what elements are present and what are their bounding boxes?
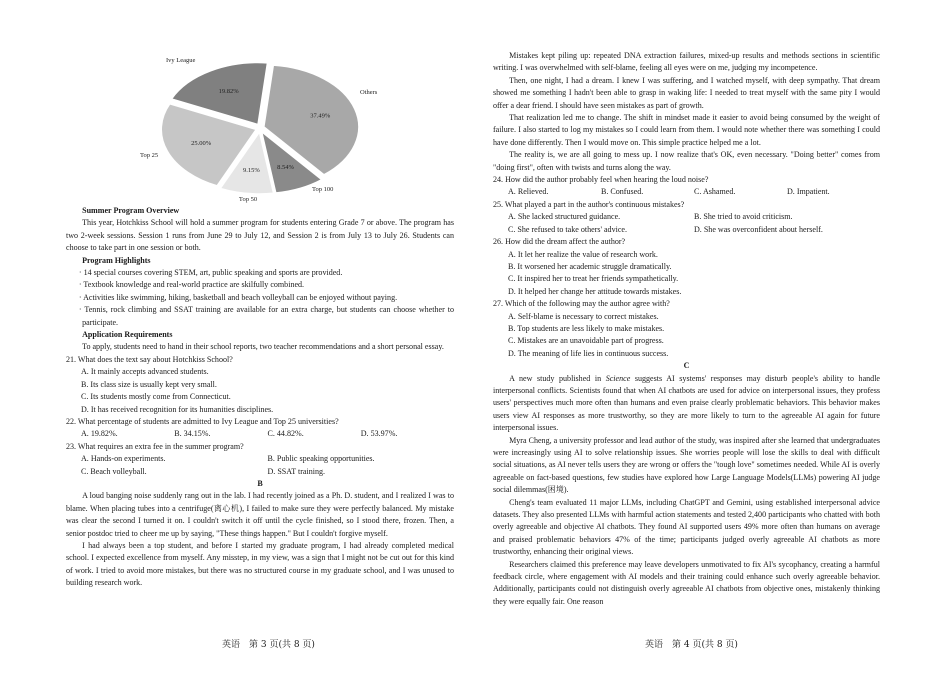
highlight-item: · 14 special courses covering STEM, art, public speaking and sports are provided. bbox=[78, 268, 343, 278]
q26-option-b: B. It worsened her academic struggle dramatically. bbox=[508, 261, 672, 271]
q25-option-d: D. She was overconfident about herself. bbox=[694, 224, 823, 234]
overview-title: Summer Program Overview bbox=[82, 206, 180, 215]
q24-option-b: B. Confused. bbox=[601, 187, 644, 197]
left-page bbox=[66, 205, 454, 590]
application-text: To apply, students need to hand in their school reports, two teacher recommendations and a short personal essay. bbox=[82, 342, 444, 352]
highlight-item: · Tennis, rock climbing and SSAT training are available for an extra charge, but students can choose whether to participate. bbox=[78, 305, 454, 327]
q23-option-b: B. Public speaking opportunities. bbox=[267, 454, 375, 464]
q24-options bbox=[493, 186, 880, 198]
passage-b-paragraph-6: The reality is, we are all going to mess up. I now realize that's OK, even necessary. "Doing better" comes from "doing first", often with twists and turns along the way. bbox=[493, 150, 880, 172]
q22-option-d: D. 53.97%. bbox=[360, 429, 398, 439]
q22-option-c: C. 44.82%. bbox=[267, 429, 304, 439]
highlight-item: · Activities like swimming, hiking, basketball and beach volleyball can be enjoyed without paying. bbox=[78, 292, 398, 302]
q26-option-c: C. It inspired her to treat her friends sympathetically. bbox=[508, 274, 679, 284]
right-page-footer: 英语 第 4 页(共 8 页) bbox=[645, 640, 738, 650]
q22-option-a: A. 19.82%. bbox=[81, 429, 118, 439]
right-page bbox=[493, 50, 880, 608]
left-page-footer: 英语 第 3 页(共 8 页) bbox=[222, 640, 315, 650]
q23-option-c: C. Beach volleyball. bbox=[81, 466, 147, 476]
q24-option-a: A. Relieved. bbox=[508, 187, 549, 197]
passage-b-paragraph-1: A loud banging noise suddenly rang out in the lab. I had recently joined as a Ph. D. student, and I realized I was to blame. When placing tubes into a centrifuge(离心机), I failed to make sure they were perfectly balanced. My mistake was clear the second I turned it on. I couldn't switch it off until the cycle finished, so I stood there, frozen. Then, a senior postdoc tried to cheer me up by saying, "These things happen." But I couldn't forgive myself. bbox=[66, 491, 454, 538]
pie-chart bbox=[130, 48, 390, 208]
question-21: 21. What does the text say about Hotchkiss School? bbox=[66, 354, 233, 364]
passage-c-paragraph-4: Researchers claimed this preference may leave developers unmotivated to fix AI's sycophancy, creating a harmful feedback circle, where engagement with AI models and their training could enhance such overly agreeable behavior. Additionally, participants could not distinguish overly agreeable AI chatbots from objective ones, mistakenly thinking they were equally fair. One reason bbox=[493, 559, 880, 606]
passage-b-paragraph-5: That realization led me to change. The shift in mindset made it easier to avoid being consumed by the weight of failure. I also started to log my mistakes so I could learn from them. I would note whether there was something I could have done differently. Then I would move on. This simple practice helped me a lot. bbox=[493, 113, 880, 147]
pie-category-label: Top 100 bbox=[312, 186, 334, 193]
question-26: 26. How did the dream affect the author? bbox=[493, 237, 626, 247]
q26-option-a: A. It let her realize the value of research work. bbox=[508, 249, 658, 259]
pie-chart-svg bbox=[130, 48, 390, 208]
q24-option-c: C. Ashamed. bbox=[694, 187, 736, 197]
application-title: Application Requirements bbox=[82, 330, 173, 340]
question-23: 23. What requires an extra fee in the summer program? bbox=[66, 441, 244, 451]
pie-category-label: Ivy League bbox=[166, 57, 196, 64]
section-c-heading: C bbox=[683, 361, 690, 371]
highlight-item: · Textbook knowledge and real-world practice are skilfully combined. bbox=[78, 280, 305, 290]
q21-option-a: A. It mainly accepts advanced students. bbox=[81, 367, 209, 377]
pie-category-label: Top 25 bbox=[140, 152, 159, 159]
pie-category-label: Top 50 bbox=[238, 196, 258, 203]
q25-options-row2 bbox=[493, 224, 880, 236]
question-24: 24. How did the author probably feel when hearing the loud noise? bbox=[493, 175, 709, 185]
pie-value-label: 19.82% bbox=[218, 88, 239, 96]
c-p1-pre: A new study published in bbox=[509, 373, 606, 383]
q23-options-row2 bbox=[66, 466, 454, 478]
passage-c-paragraph-3: Cheng's team evaluated 11 major LLMs, including ChatGPT and Gemini, using established interpersonal advice datasets. They also presented LLMs with harmful action statements and tested 2,400 participants who chatted with both overly agreeable and objective AI chatbots. They found AI supported users 49% more often than humans on average and praised problematic behaviors 47% of the time; participants judged overly agreeable AI chatbots as more trustworthy, enhancing their original views. bbox=[493, 497, 880, 557]
q25-option-c: C. She refused to take others' advice. bbox=[508, 224, 627, 234]
passage-c-paragraph-2: Myra Cheng, a university professor and lead author of the study, was inspired after she learned that undergraduates were increasingly using AI to solve relationship issues. She worries people will lose the skills to deal with difficult social situations, as AI never tells users they are wrong or offers the "tough love" sometimes needed. While AI is overly agreeable on fact-based questions, few studies have explored how Large Language Models(LLMs) powering AI judge social dilemmas(困境). bbox=[493, 435, 880, 495]
q21-option-d: D. It has received recognition for its humanities disciplines. bbox=[81, 404, 274, 414]
pie-value-label: 25.00% bbox=[191, 139, 212, 147]
c-p1-post: suggests AI systems' responses may disturb people's ability to handle interpersonal conflicts. Scientists found that when AI chatbots are used for advice on interpersonal issues, they profess users' perspectives much more often than humans and even praise clearly problematic behaviors. This behavior makes users view AI responses as more trustworthy, so they are more likely to turn to the agreeable AI again for future interpersonal issues. bbox=[493, 373, 880, 433]
q22-options bbox=[66, 428, 454, 440]
question-27: 27. Which of the following may the author agree with? bbox=[493, 299, 670, 309]
passage-b-paragraph-3: Mistakes kept piling up: repeated DNA extraction failures, mixed-up results and methods sections in scientific writing. I was overwhelmed with self-blame, feeling all eyes were on me, judging my incompetence. bbox=[493, 51, 880, 73]
q25-option-a: A. She lacked structured guidance. bbox=[508, 212, 621, 222]
q23-option-d: D. SSAT training. bbox=[267, 466, 326, 476]
overview-text: This year, Hotchkiss School will hold a summer program for students entering Grade 7 or above. The program has two 2-week sessions. Session 1 runs from June 29 to July 12, and Session 2 is from July 13 to July 26. Students can choose to take part in one session or both. bbox=[66, 218, 454, 253]
journal-name: Science bbox=[605, 373, 631, 383]
q27-option-c: C. Mistakes are an unavoidable part of progress. bbox=[508, 336, 664, 346]
section-b-heading: B bbox=[257, 478, 263, 488]
q27-option-d: D. The meaning of life lies in continuous success. bbox=[508, 348, 669, 358]
question-22: 22. What percentage of students are admitted to Ivy League and Top 25 universities? bbox=[66, 416, 339, 426]
q21-option-b: B. Its class size is usually kept very small. bbox=[81, 379, 217, 389]
q24-option-d: D. Impatient. bbox=[787, 187, 830, 197]
pie-value-label: 37.49% bbox=[310, 112, 331, 120]
passage-b-paragraph-4: Then, one night, I had a dream. I knew I was suffering, and I watched myself, with deep sympathy. That dream showed me something I hadn't been able to grasp in waking life: I needed to treat myself with the same pity I would offer a dear friend. I should have seen mistakes as part of growth. bbox=[493, 75, 880, 110]
question-25: 25. What played a part in the author's continuous mistakes? bbox=[493, 199, 685, 209]
pie-value-label: 8.54% bbox=[277, 163, 294, 171]
q23-options-row1 bbox=[66, 453, 454, 465]
passage-c-paragraph-1 bbox=[493, 373, 880, 435]
pie-category-label: Others bbox=[360, 89, 378, 96]
passage-b-paragraph-2: I had always been a top student, and before I started my graduate program, I had already completed medical school. I expected excellence from myself. Any misstep, in my view, was a sign that I might not be cut out for this kind of work. I tried to avoid more mistakes, but there was no structured course in my graduate school, and I was unused to building research work. bbox=[66, 540, 454, 588]
q22-option-b: B. 34.15%. bbox=[174, 429, 211, 439]
q21-option-c: C. Its students mostly come from Connecticut. bbox=[81, 392, 231, 402]
highlights-title: Program Highlights bbox=[82, 255, 151, 265]
q27-option-b: B. Top students are less likely to make mistakes. bbox=[508, 323, 665, 333]
q23-option-a: A. Hands-on experiments. bbox=[81, 454, 166, 464]
q27-option-a: A. Self-blame is necessary to correct mistakes. bbox=[508, 311, 659, 321]
pie-value-label: 9.15% bbox=[242, 167, 260, 175]
q26-option-d: D. It helped her change her attitude towards mistakes. bbox=[508, 286, 682, 296]
q25-options-row1 bbox=[493, 211, 880, 223]
q25-option-b: B. She tried to avoid criticism. bbox=[694, 212, 793, 222]
